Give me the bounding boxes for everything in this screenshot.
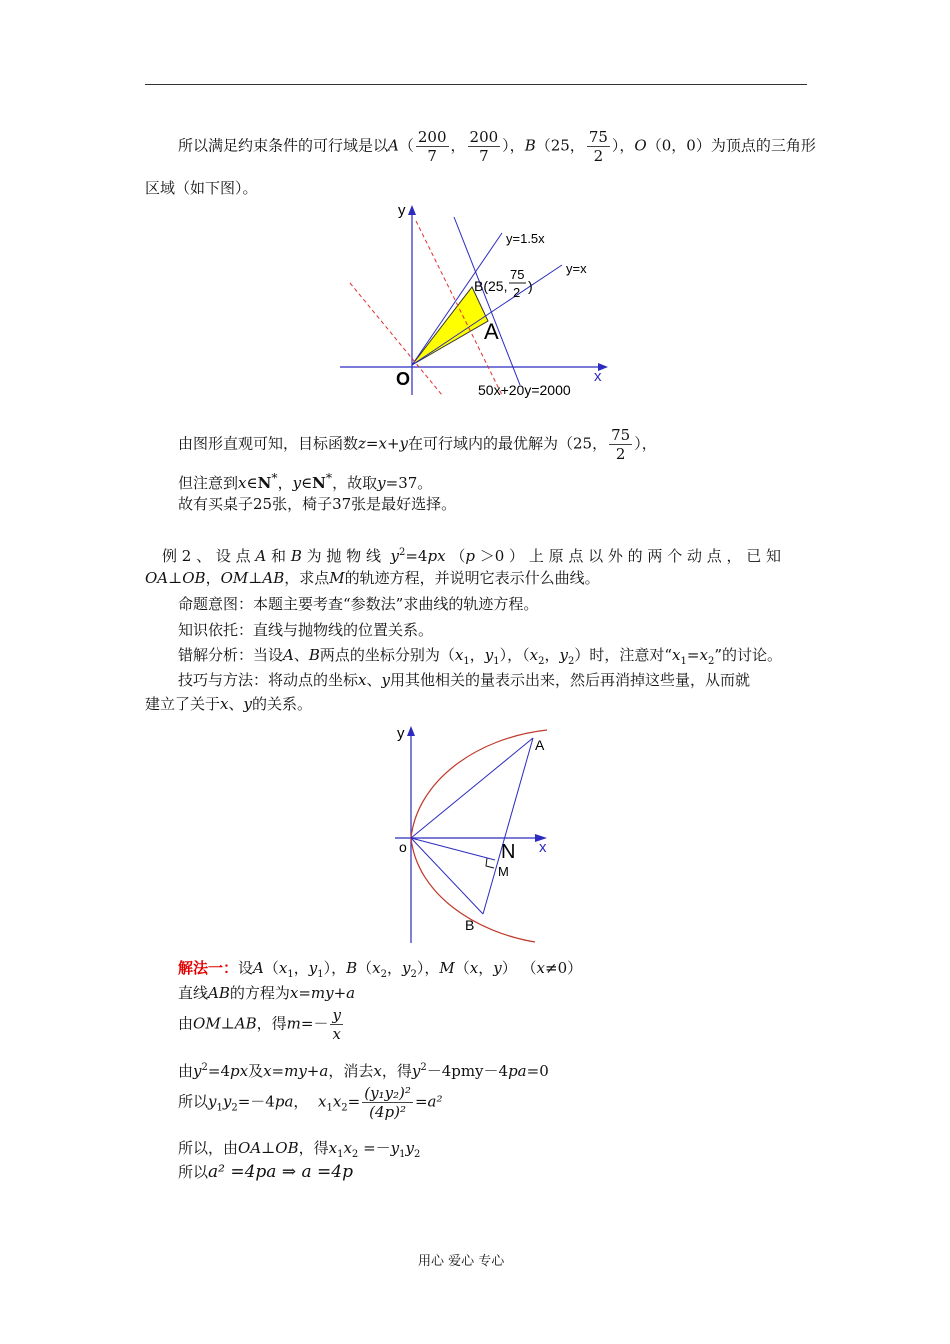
fraction-200-7 bbox=[416, 128, 449, 165]
text-segment: ， bbox=[387, 959, 403, 977]
text-segment: = bbox=[347, 1092, 361, 1111]
point-M-label: M bbox=[498, 864, 509, 879]
variable: x bbox=[454, 646, 464, 664]
text-segment: 所以 bbox=[178, 1163, 209, 1181]
text-segment: = bbox=[686, 646, 700, 664]
text-segment: =37。 bbox=[385, 474, 433, 492]
superscript: 2 bbox=[398, 547, 406, 558]
subscript: 2 bbox=[538, 656, 545, 667]
label-B-denominator: 2 bbox=[513, 285, 521, 300]
variable: y bbox=[222, 1092, 232, 1111]
solution-line7 bbox=[178, 1162, 353, 1182]
point-label: O bbox=[634, 136, 647, 155]
variable: y bbox=[411, 1062, 421, 1080]
text-segment: 例 2 、 设 点 bbox=[162, 547, 251, 565]
subscript: 1 bbox=[337, 1149, 344, 1160]
math-expression: x=my+a bbox=[263, 1062, 329, 1080]
variable: y bbox=[308, 959, 318, 977]
origin-label: O bbox=[396, 369, 411, 389]
text-segment: （0，0）为顶点的三角形 bbox=[646, 136, 816, 155]
text-segment: 和 bbox=[271, 547, 287, 565]
denominator: 2 bbox=[593, 147, 604, 165]
numerator: y bbox=[332, 1006, 341, 1024]
label-B-numerator: 75 bbox=[510, 267, 525, 282]
example2-method-line2 bbox=[145, 694, 312, 714]
text-segment: 错解分析：当设 bbox=[178, 646, 284, 664]
subscript: 2 bbox=[351, 1149, 359, 1160]
text-segment: 的方程为 bbox=[229, 984, 290, 1002]
segment-label: OB bbox=[275, 1139, 299, 1157]
variable: px bbox=[427, 547, 446, 565]
variable: y bbox=[381, 671, 390, 689]
y-axis-label: y bbox=[398, 202, 406, 219]
variable: x bbox=[372, 959, 381, 977]
variable: y bbox=[559, 646, 568, 664]
text-segment: －4pmy－4 bbox=[426, 1062, 509, 1080]
point-N-label: N bbox=[501, 841, 516, 863]
text-segment: ，得 bbox=[381, 1062, 412, 1080]
math-expression: a² =4pa ⇒ a =4p bbox=[208, 1162, 353, 1182]
numerator: 200 bbox=[469, 128, 499, 146]
text-segment: 在可行域内的最优解为（25， bbox=[408, 434, 608, 453]
point-B-label: B bbox=[465, 917, 475, 933]
variable: y bbox=[493, 959, 502, 977]
subscript: 2 bbox=[410, 969, 417, 980]
feasible-region-fill bbox=[412, 287, 488, 365]
text-segment: ， bbox=[277, 474, 293, 492]
segment-OM bbox=[411, 838, 495, 860]
text-segment: （ bbox=[357, 959, 373, 977]
numerator: (y₁y₂)² bbox=[364, 1084, 411, 1102]
label-B-close: ) bbox=[528, 278, 533, 294]
variable: y bbox=[193, 1062, 202, 1080]
text-segment: 两点的坐标分别为（ bbox=[319, 646, 455, 664]
text-segment: =－ bbox=[358, 1139, 391, 1157]
subscript: 2 bbox=[380, 969, 388, 980]
variable: y bbox=[390, 1139, 400, 1157]
segment-label: OA bbox=[145, 569, 169, 587]
text-segment: 的关系。 bbox=[251, 695, 312, 713]
point-A-label: A bbox=[535, 737, 545, 753]
label-constraint: 50x+20y=2000 bbox=[478, 382, 571, 398]
header-rule bbox=[145, 84, 807, 85]
label-B-prefix: B(25, bbox=[474, 278, 508, 294]
variable: x bbox=[328, 1139, 338, 1157]
text-segment: （ bbox=[450, 547, 466, 565]
variable: p bbox=[465, 547, 475, 565]
subscript: 2 bbox=[568, 656, 575, 667]
text-segment: =－4 bbox=[237, 1092, 275, 1111]
text-segment: 、 bbox=[293, 646, 309, 664]
example2-error-analysis bbox=[178, 645, 782, 672]
label-A: A bbox=[484, 319, 499, 344]
text-segment: 设 bbox=[238, 959, 254, 977]
segment-AB bbox=[483, 738, 533, 914]
variable: pa bbox=[508, 1062, 527, 1080]
set-symbol: N bbox=[257, 474, 272, 492]
example2-method-line1 bbox=[178, 670, 750, 690]
point-label: B bbox=[524, 136, 536, 155]
feasible-region-figure bbox=[330, 195, 620, 405]
text-segment: ，求点 bbox=[284, 569, 330, 587]
subscript: 2 bbox=[413, 1149, 421, 1160]
variable: x bbox=[373, 1062, 382, 1080]
paragraph-feasible-region bbox=[178, 128, 816, 165]
symbol: ⊥ bbox=[168, 569, 183, 587]
text-segment: ，得 bbox=[256, 1014, 287, 1033]
text-segment: 技巧与方法：将动点的坐标 bbox=[178, 671, 359, 689]
superscript: * bbox=[271, 470, 278, 485]
superscript: 2 bbox=[420, 1062, 427, 1073]
fraction-75-2 bbox=[609, 426, 632, 463]
text-segment: =4 bbox=[207, 1062, 230, 1080]
solution-line5 bbox=[178, 1084, 442, 1121]
text-segment: 由 bbox=[178, 1014, 194, 1033]
variable: x bbox=[529, 646, 539, 664]
subscript: 1 bbox=[287, 969, 294, 980]
segment-label: OM bbox=[193, 1014, 221, 1033]
text-segment: （ bbox=[398, 136, 414, 155]
subscript: 1 bbox=[493, 656, 500, 667]
subscript: 1 bbox=[216, 1102, 223, 1114]
text-segment: ， bbox=[293, 959, 309, 977]
variable: x bbox=[332, 1092, 342, 1111]
numerator: 75 bbox=[588, 128, 608, 146]
text-segment: ， bbox=[544, 646, 560, 664]
text-segment: 所以满足约束条件的可行域是以 bbox=[178, 136, 389, 155]
solution-line2 bbox=[178, 983, 355, 1003]
text-segment: ，得 bbox=[298, 1139, 329, 1157]
subscript: 2 bbox=[707, 656, 715, 667]
point-label: M bbox=[329, 569, 345, 587]
symbol: ⊥ bbox=[248, 569, 263, 587]
line-y-1.5x bbox=[412, 233, 502, 365]
symbol: ⊥ bbox=[220, 1014, 235, 1033]
denominator: 7 bbox=[479, 147, 489, 165]
text-segment: 由图形直观可知，目标函数 bbox=[178, 434, 359, 453]
subscript: 1 bbox=[326, 1102, 333, 1114]
text-segment: =4 bbox=[405, 547, 428, 565]
example2-basis: 知识依托：直线与抛物线的位置关系。 bbox=[178, 621, 434, 639]
text-segment: ，故取 bbox=[332, 474, 378, 492]
text-segment: ＞0 ） 上 原 点 以 外 的 两 个 动 点 ， 已 知 bbox=[479, 547, 782, 565]
text-segment: ， bbox=[293, 1092, 309, 1111]
text-segment: ）， bbox=[634, 434, 657, 453]
text-segment: ）， bbox=[502, 136, 525, 155]
label-y-1.5x: y=1.5x bbox=[506, 231, 545, 246]
example2-intent: 命题意图：本题主要考查“参数法”求曲线的轨迹方程。 bbox=[178, 595, 539, 613]
point-label: B bbox=[308, 646, 320, 664]
denominator: (4p)² bbox=[369, 1103, 407, 1121]
paragraph-optimal-solution bbox=[178, 426, 657, 463]
variable: y bbox=[402, 959, 411, 977]
variable: pa bbox=[274, 1092, 294, 1111]
text-segment: ，消去 bbox=[328, 1062, 374, 1080]
text-segment: ”的讨论。 bbox=[714, 646, 782, 664]
example2-line2 bbox=[145, 568, 600, 588]
variable: x bbox=[469, 959, 479, 977]
subscript: 1 bbox=[399, 1149, 406, 1160]
denominator: 7 bbox=[427, 147, 437, 165]
text-segment: ）， bbox=[323, 959, 347, 977]
variable: x bbox=[672, 646, 681, 664]
numerator: 200 bbox=[417, 128, 447, 146]
text-segment: ， bbox=[205, 569, 221, 587]
segment-label: OM bbox=[220, 569, 249, 587]
math-expression: z=x+y bbox=[358, 434, 408, 453]
text-segment: 所以 bbox=[178, 1092, 209, 1111]
variable: x bbox=[343, 1139, 352, 1157]
text-segment: =0 bbox=[526, 1062, 549, 1080]
math-expression: =a² bbox=[414, 1092, 443, 1111]
text-segment: 所以，由 bbox=[178, 1139, 239, 1157]
numerator: 75 bbox=[611, 426, 631, 444]
solution-title: 解法一： bbox=[178, 959, 239, 977]
point-label: B bbox=[290, 547, 302, 565]
text-segment: ） （ bbox=[501, 959, 537, 977]
text-segment: 直线 bbox=[178, 984, 209, 1002]
point-label: A bbox=[283, 646, 294, 664]
text-segment: 建立了关于 bbox=[145, 695, 221, 713]
segment-label: AB bbox=[262, 569, 285, 587]
fraction-x1x2 bbox=[362, 1084, 413, 1121]
set-symbol: N bbox=[312, 474, 326, 492]
text-segment: =－ bbox=[300, 1014, 329, 1033]
subscript: 2 bbox=[231, 1102, 238, 1114]
point-label: A bbox=[253, 959, 264, 977]
subscript: 1 bbox=[463, 656, 470, 667]
fraction-200-7 bbox=[468, 128, 501, 165]
variable: y bbox=[405, 1139, 414, 1157]
page-footer: 用心 爱心 专心 bbox=[418, 1254, 505, 1269]
paragraph-feasible-region-line2: 区域（如下图）。 bbox=[145, 179, 258, 197]
solution-line4 bbox=[178, 1058, 549, 1081]
text-segment: ≠0） bbox=[545, 959, 583, 977]
x-axis-label: x bbox=[594, 368, 602, 385]
variable: x bbox=[317, 1092, 327, 1111]
subscript: 1 bbox=[680, 656, 687, 667]
variable: y bbox=[243, 695, 252, 713]
symbol: ∈ bbox=[301, 474, 313, 492]
text-segment: ）时，注意对“ bbox=[574, 646, 673, 664]
label-y-x: y=x bbox=[566, 261, 587, 276]
paragraph-conclusion: 故有买桌子25张，椅子37张是最好选择。 bbox=[178, 495, 457, 513]
point-label: A bbox=[255, 547, 267, 565]
variable: px bbox=[230, 1062, 249, 1080]
text-segment: 及 bbox=[248, 1062, 264, 1080]
text-segment: 为 抛 物 线 bbox=[306, 547, 381, 565]
segment-OA bbox=[411, 738, 533, 838]
variable: x bbox=[220, 695, 229, 713]
variable: x bbox=[278, 959, 288, 977]
y-axis-arrow bbox=[408, 205, 416, 215]
text-segment: 但注意到 bbox=[178, 474, 239, 492]
solution-line6 bbox=[178, 1138, 420, 1165]
example2-line1 bbox=[162, 543, 781, 566]
variable: y bbox=[390, 547, 399, 565]
point-label: B bbox=[346, 959, 358, 977]
variable: y bbox=[377, 474, 386, 492]
fraction-75-2 bbox=[587, 128, 610, 165]
superscript: * bbox=[325, 470, 333, 485]
point-label: A bbox=[388, 136, 399, 155]
text-segment: （ bbox=[263, 959, 279, 977]
variable: x bbox=[358, 671, 367, 689]
superscript: 2 bbox=[201, 1062, 208, 1073]
text-segment: （ bbox=[454, 959, 470, 977]
text-segment: 的轨迹方程，并说明它表示什么曲线。 bbox=[344, 569, 600, 587]
x-axis-label: x bbox=[539, 839, 547, 856]
symbol: ⊥ bbox=[261, 1139, 276, 1157]
segment-label: OA bbox=[238, 1139, 262, 1157]
variable: x bbox=[699, 646, 708, 664]
text-segment: 用其他相关的量表示出来，然后再消掉这些量，从而就 bbox=[389, 671, 750, 689]
text-segment: ， bbox=[469, 646, 485, 664]
text-segment: 由 bbox=[178, 1062, 194, 1080]
text-segment: ， bbox=[478, 959, 494, 977]
point-label: M bbox=[439, 959, 455, 977]
origin-label: o bbox=[399, 839, 407, 855]
y-axis-arrow bbox=[407, 726, 415, 736]
solution-line1 bbox=[178, 958, 582, 985]
text-segment: ）， bbox=[416, 959, 440, 977]
variable: x bbox=[238, 474, 247, 492]
segment-label: OB bbox=[182, 569, 206, 587]
y-axis-label: y bbox=[397, 725, 405, 742]
variable: y bbox=[208, 1092, 217, 1111]
parabola-figure bbox=[385, 718, 560, 948]
text-segment: ， bbox=[450, 136, 466, 155]
text-segment: （25， bbox=[535, 136, 585, 155]
fraction-y-over-x bbox=[330, 1006, 342, 1043]
text-segment: 、 bbox=[228, 695, 244, 713]
symbol: ∈ bbox=[246, 474, 258, 492]
segment-label: AB bbox=[234, 1014, 257, 1033]
denominator: 2 bbox=[615, 445, 626, 463]
variable: y bbox=[484, 646, 494, 664]
variable: x bbox=[536, 959, 545, 977]
segment-label: AB bbox=[208, 984, 230, 1002]
variable: y bbox=[292, 474, 302, 492]
subscript: 2 bbox=[341, 1102, 348, 1114]
text-segment: ）， bbox=[611, 136, 635, 155]
paragraph-integer-note bbox=[178, 468, 432, 493]
subscript: 1 bbox=[317, 969, 324, 980]
text-segment: ），（ bbox=[499, 646, 530, 664]
variable: m bbox=[286, 1014, 301, 1033]
math-expression: x=my+a bbox=[289, 984, 356, 1002]
denominator: x bbox=[332, 1025, 341, 1043]
text-segment: 、 bbox=[366, 671, 382, 689]
solution-line3 bbox=[178, 1006, 345, 1043]
